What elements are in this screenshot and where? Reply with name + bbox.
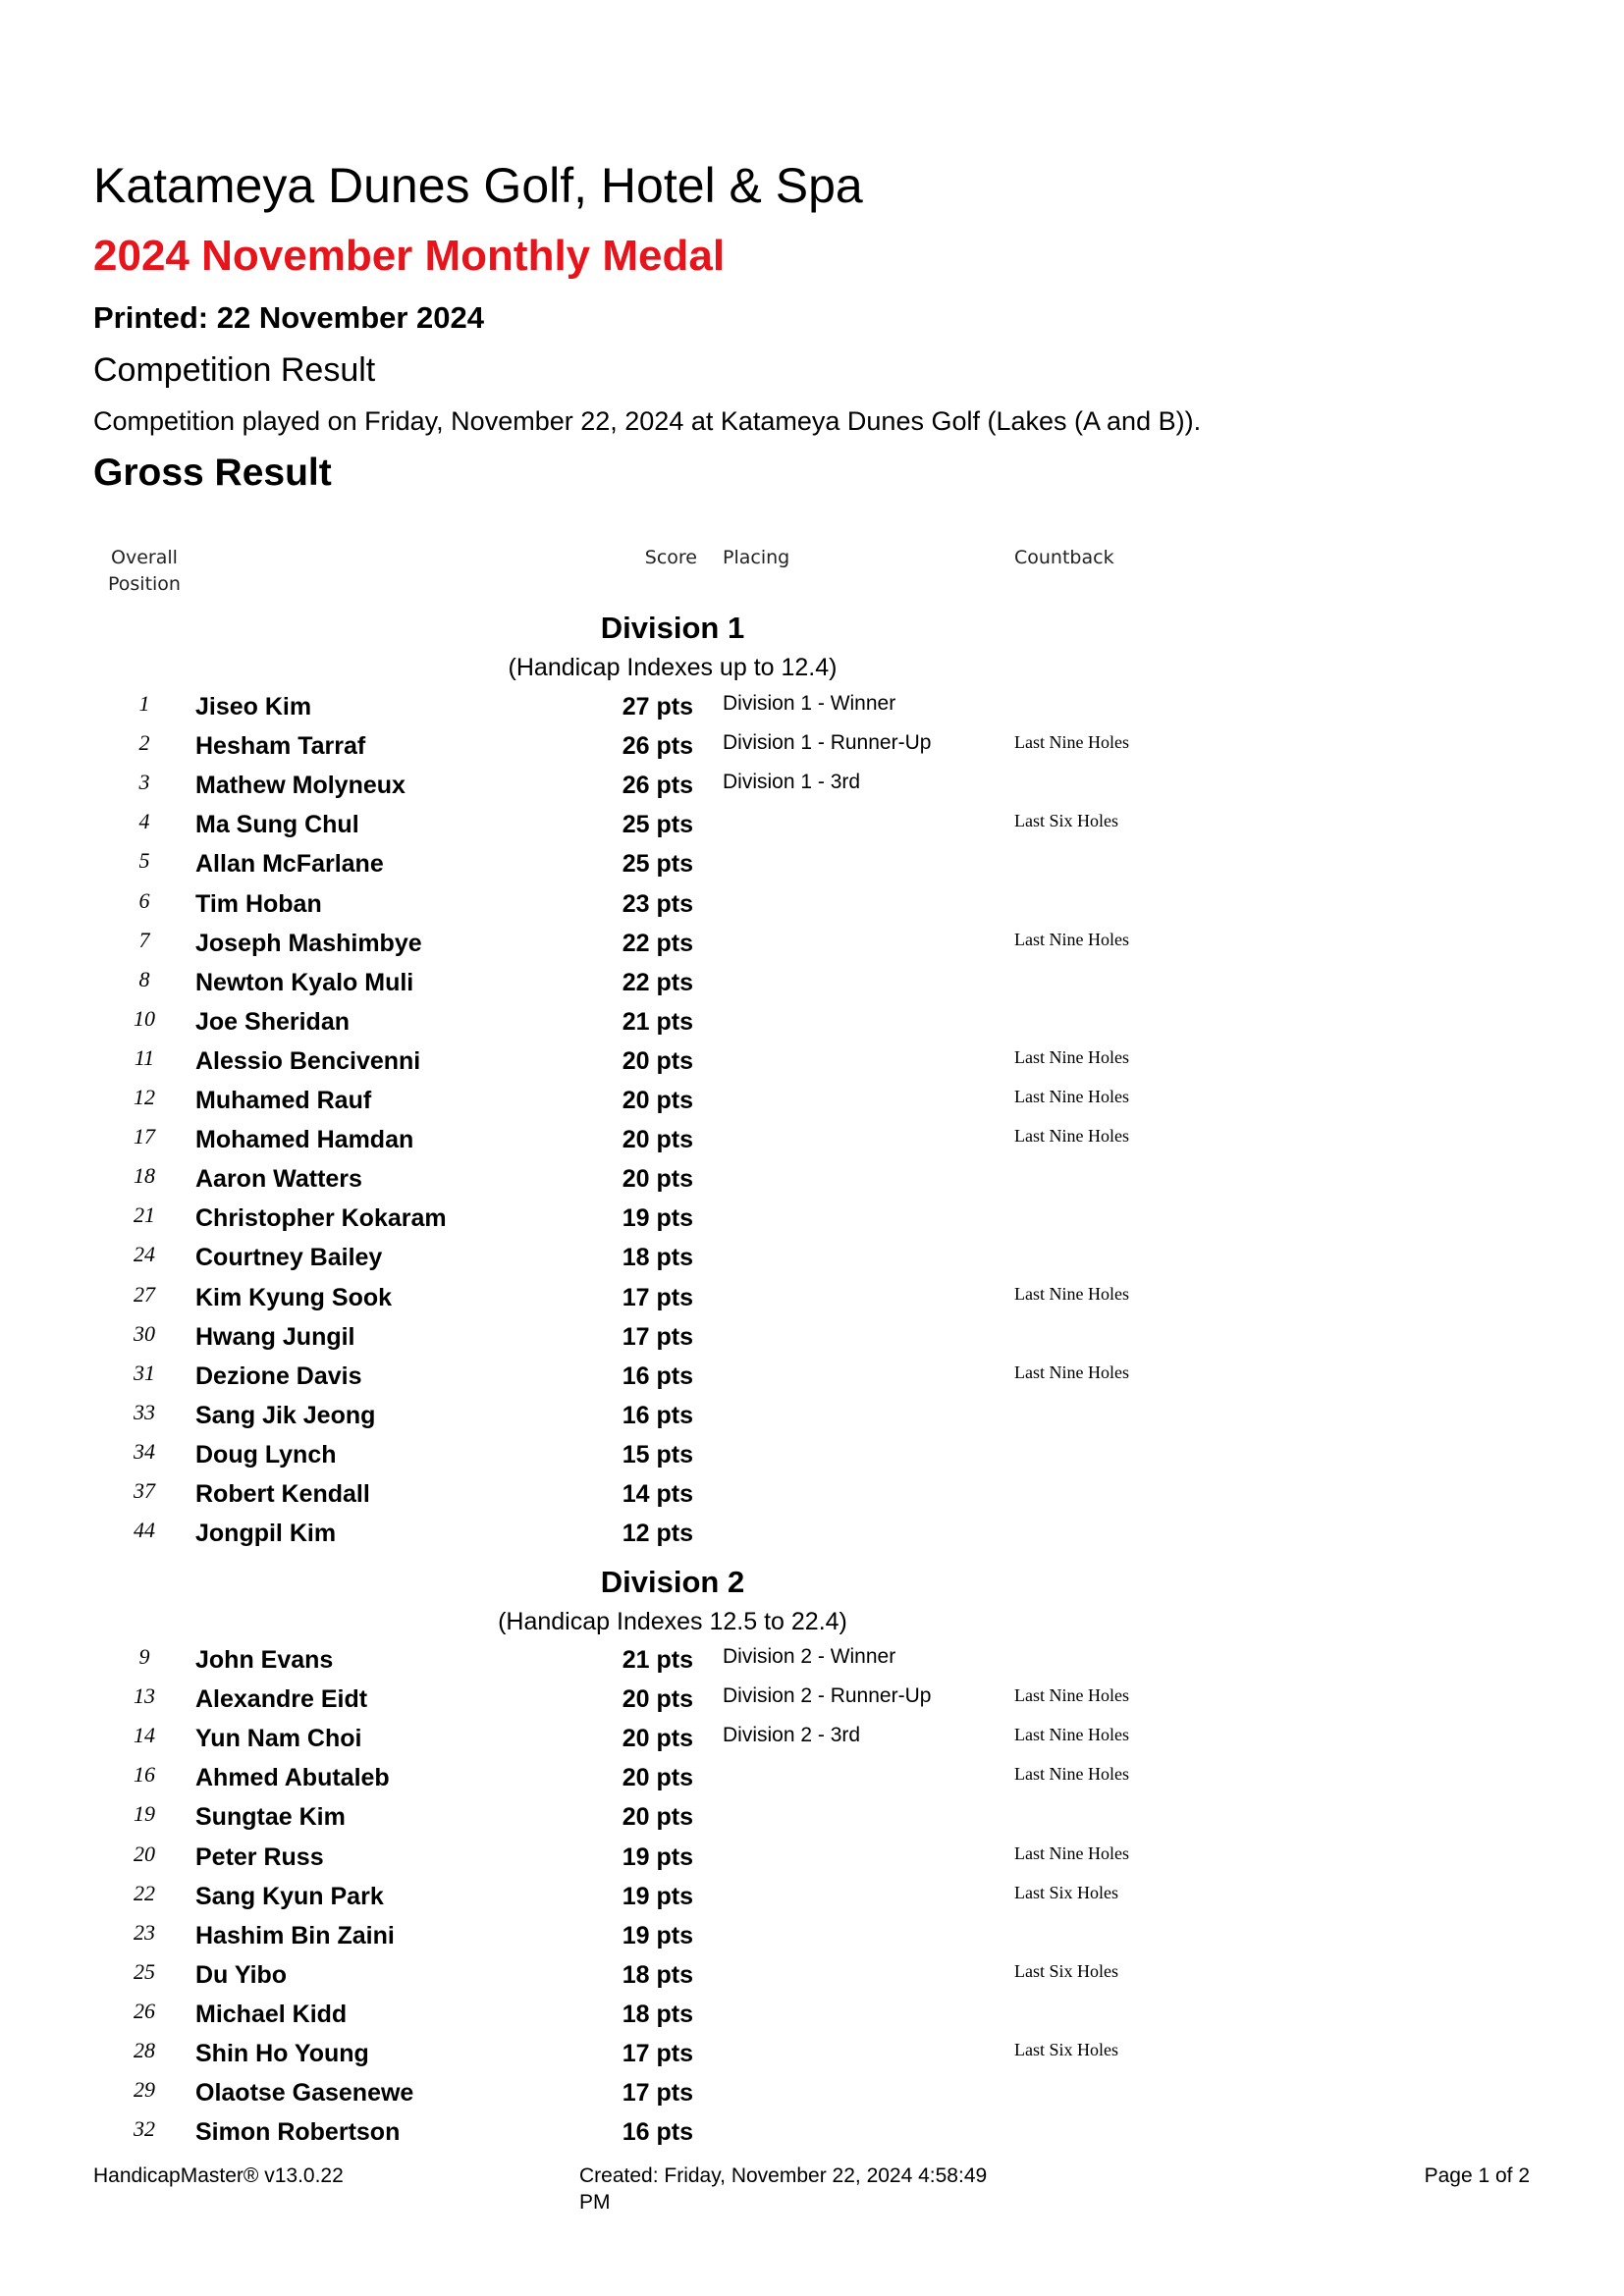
- score-cell: 22 pts: [622, 930, 693, 957]
- player-name: Simon Robertson: [195, 2118, 401, 2146]
- column-header-position-line2: Position: [108, 573, 181, 595]
- result-row: [0, 927, 1624, 966]
- player-name: Robert Kendall: [195, 1480, 370, 1508]
- result-row: [0, 1880, 1624, 1919]
- position-cell: 18: [134, 1163, 155, 1188]
- result-row: [0, 1241, 1624, 1280]
- placing-cell: Division 2 - Runner-Up: [723, 1684, 932, 1707]
- player-name: Yun Nam Choi: [195, 1725, 362, 1752]
- score-cell: 16 pts: [622, 2118, 693, 2146]
- result-row: [0, 2037, 1624, 2076]
- result-row: [0, 1800, 1624, 1840]
- position-cell: 44: [134, 1518, 155, 1542]
- position-cell: 23: [134, 1920, 155, 1945]
- player-name: Hashim Bin Zaini: [195, 1922, 395, 1949]
- countback-cell: Last Six Holes: [1014, 2040, 1118, 2059]
- score-cell: 18 pts: [622, 1961, 693, 1989]
- division-subtitle: (Handicap Indexes up to 12.4): [508, 654, 838, 681]
- printed-date: Printed: 22 November 2024: [93, 300, 485, 335]
- score-cell: 20 pts: [622, 1126, 693, 1153]
- position-cell: 9: [138, 1644, 150, 1669]
- countback-cell: Last Nine Holes: [1014, 1685, 1129, 1705]
- position-cell: 8: [138, 967, 150, 991]
- countback-cell: Last Nine Holes: [1014, 1047, 1129, 1067]
- position-cell: 17: [134, 1124, 155, 1148]
- player-name: Sang Jik Jeong: [195, 1402, 376, 1429]
- countback-cell: Last Nine Holes: [1014, 930, 1129, 949]
- position-cell: 29: [134, 2077, 155, 2102]
- countback-cell: Last Six Holes: [1014, 811, 1118, 830]
- result-row: [0, 2076, 1624, 2115]
- result-row: [0, 1360, 1624, 1399]
- result-row: [0, 1320, 1624, 1360]
- footer-page-number: Page 1 of 2: [1424, 2164, 1530, 2187]
- countback-cell: Last Six Holes: [1014, 1961, 1118, 1981]
- position-cell: 3: [138, 770, 150, 794]
- footer-software: HandicapMaster® v13.0.22: [93, 2164, 344, 2187]
- position-cell: 28: [134, 2038, 155, 2062]
- player-name: Olaotse Gasenewe: [195, 2079, 414, 2107]
- player-name: Tim Hoban: [195, 890, 322, 918]
- result-row: [0, 1841, 1624, 1880]
- score-cell: 14 pts: [622, 1480, 693, 1508]
- result-row: [0, 1919, 1624, 1958]
- position-cell: 5: [138, 848, 150, 873]
- player-name: Newton Kyalo Muli: [195, 969, 414, 996]
- result-row: [0, 729, 1624, 769]
- player-name: Jiseo Kim: [195, 693, 312, 721]
- position-cell: 1: [138, 691, 150, 716]
- position-cell: 19: [134, 1801, 155, 1826]
- score-cell: 23 pts: [622, 890, 693, 918]
- player-name: Hesham Tarraf: [195, 732, 366, 760]
- position-cell: 31: [134, 1361, 155, 1385]
- result-row: [0, 769, 1624, 808]
- player-name: Sang Kyun Park: [195, 1883, 384, 1910]
- position-cell: 24: [134, 1242, 155, 1266]
- player-name: Joe Sheridan: [195, 1008, 350, 1036]
- countback-cell: Last Six Holes: [1014, 1883, 1118, 1902]
- player-name: Christopher Kokaram: [195, 1204, 447, 1232]
- played-on-text: Competition played on Friday, November 22, 2024 at Katameya Dunes Golf (Lakes (A and B)).: [93, 406, 1202, 436]
- result-row: [0, 1998, 1624, 2037]
- position-cell: 6: [138, 888, 150, 913]
- result-row: [0, 2115, 1624, 2155]
- position-cell: 16: [134, 1762, 155, 1787]
- player-name: John Evans: [195, 1646, 334, 1674]
- result-row: [0, 1123, 1624, 1162]
- result-row: [0, 1044, 1624, 1084]
- result-row: [0, 1761, 1624, 1800]
- column-header-position-line1: Overall: [111, 547, 178, 568]
- player-name: Kim Kyung Sook: [195, 1284, 393, 1311]
- player-name: Jongpil Kim: [195, 1520, 337, 1547]
- player-name: Michael Kidd: [195, 2001, 348, 2028]
- player-name: Ahmed Abutaleb: [195, 1764, 390, 1791]
- placing-cell: Division 1 - 3rd: [723, 771, 861, 793]
- score-cell: 20 pts: [622, 1685, 693, 1713]
- column-header-position: [103, 545, 186, 598]
- result-heading: Competition Result: [93, 351, 376, 389]
- player-name: Sungtae Kim: [195, 1803, 346, 1831]
- score-cell: 19 pts: [622, 1922, 693, 1949]
- result-row: [0, 1201, 1624, 1241]
- score-cell: 20 pts: [622, 1725, 693, 1752]
- score-cell: 21 pts: [622, 1646, 693, 1674]
- score-cell: 19 pts: [622, 1883, 693, 1910]
- countback-cell: Last Nine Holes: [1014, 1087, 1129, 1106]
- score-cell: 17 pts: [622, 2079, 693, 2107]
- result-row: [0, 1281, 1624, 1320]
- player-name: Du Yibo: [195, 1961, 288, 1989]
- score-cell: 16 pts: [622, 1362, 693, 1390]
- player-name: Doug Lynch: [195, 1441, 337, 1468]
- result-row: [0, 1438, 1624, 1477]
- score-cell: 26 pts: [622, 732, 693, 760]
- club-name: Katameya Dunes Golf, Hotel & Spa: [93, 158, 863, 213]
- score-cell: 15 pts: [622, 1441, 693, 1468]
- division-title: Division 2: [600, 1565, 745, 1599]
- score-cell: 18 pts: [622, 1244, 693, 1271]
- player-name: Joseph Mashimbye: [195, 930, 422, 957]
- result-row: [0, 808, 1624, 847]
- player-name: Courtney Bailey: [195, 1244, 383, 1271]
- footer-created-line2: PM: [579, 2191, 611, 2214]
- position-cell: 25: [134, 1959, 155, 1984]
- result-row: [0, 1517, 1624, 1556]
- score-cell: 20 pts: [622, 1165, 693, 1193]
- position-cell: 22: [134, 1881, 155, 1905]
- score-cell: 20 pts: [622, 1764, 693, 1791]
- score-cell: 12 pts: [622, 1520, 693, 1547]
- footer-created: [579, 2163, 1041, 2216]
- player-name: Muhamed Rauf: [195, 1087, 372, 1114]
- score-cell: 27 pts: [622, 693, 693, 721]
- player-name: Aaron Watters: [195, 1165, 362, 1193]
- player-name: Ma Sung Chul: [195, 811, 359, 838]
- placing-cell: Division 2 - 3rd: [723, 1724, 861, 1746]
- score-cell: 20 pts: [622, 1803, 693, 1831]
- column-header-countback: Countback: [1014, 547, 1114, 568]
- position-cell: 10: [134, 1006, 155, 1031]
- score-cell: 26 pts: [622, 772, 693, 799]
- result-row: [0, 1643, 1624, 1682]
- player-name: Alessio Bencivenni: [195, 1047, 421, 1075]
- competition-title: 2024 November Monthly Medal: [93, 232, 726, 280]
- result-row: [0, 966, 1624, 1005]
- position-cell: 20: [134, 1842, 155, 1866]
- result-row: [0, 1958, 1624, 1998]
- result-row: [0, 887, 1624, 927]
- column-header-placing: Placing: [723, 547, 790, 568]
- player-name: Alexandre Eidt: [195, 1685, 368, 1713]
- score-cell: 20 pts: [622, 1087, 693, 1114]
- score-cell: 25 pts: [622, 850, 693, 878]
- countback-cell: Last Nine Holes: [1014, 732, 1129, 752]
- position-cell: 11: [134, 1045, 155, 1070]
- result-row: [0, 1682, 1624, 1722]
- position-cell: 2: [138, 730, 150, 755]
- placing-cell: Division 1 - Runner-Up: [723, 731, 932, 754]
- position-cell: 30: [134, 1321, 155, 1346]
- position-cell: 14: [134, 1723, 155, 1747]
- result-row: [0, 1005, 1624, 1044]
- player-name: Mathew Molyneux: [195, 772, 406, 799]
- countback-cell: Last Nine Holes: [1014, 1725, 1129, 1744]
- score-cell: 17 pts: [622, 1284, 693, 1311]
- player-name: Peter Russ: [195, 1843, 324, 1871]
- result-row: [0, 1722, 1624, 1761]
- position-cell: 21: [134, 1202, 155, 1227]
- position-cell: 7: [138, 928, 150, 952]
- placing-cell: Division 1 - Winner: [723, 692, 896, 715]
- position-cell: 32: [134, 2116, 155, 2141]
- score-cell: 17 pts: [622, 2040, 693, 2067]
- score-cell: 16 pts: [622, 1402, 693, 1429]
- division-subtitle: (Handicap Indexes 12.5 to 22.4): [498, 1608, 847, 1635]
- position-cell: 4: [138, 809, 150, 833]
- countback-cell: Last Nine Holes: [1014, 1126, 1129, 1146]
- score-cell: 19 pts: [622, 1204, 693, 1232]
- score-cell: 18 pts: [622, 2001, 693, 2028]
- footer-created-line1: Created: Friday, November 22, 2024 4:58:49: [579, 2164, 988, 2187]
- position-cell: 26: [134, 1999, 155, 2023]
- result-row: [0, 690, 1624, 729]
- position-cell: 13: [134, 1683, 155, 1708]
- division-title: Division 1: [600, 611, 745, 645]
- countback-cell: Last Nine Holes: [1014, 1284, 1129, 1304]
- score-cell: 20 pts: [622, 1047, 693, 1075]
- score-cell: 22 pts: [622, 969, 693, 996]
- position-cell: 27: [134, 1282, 155, 1307]
- column-header-score: Score: [644, 547, 697, 568]
- position-cell: 37: [134, 1478, 155, 1503]
- player-name: Mohamed Hamdan: [195, 1126, 414, 1153]
- score-cell: 17 pts: [622, 1323, 693, 1351]
- result-row: [0, 1399, 1624, 1438]
- position-cell: 33: [134, 1400, 155, 1424]
- section-title: Gross Result: [93, 452, 332, 494]
- countback-cell: Last Nine Holes: [1014, 1362, 1129, 1382]
- countback-cell: Last Nine Holes: [1014, 1843, 1129, 1863]
- player-name: Shin Ho Young: [195, 2040, 369, 2067]
- countback-cell: Last Nine Holes: [1014, 1764, 1129, 1784]
- result-row: [0, 1477, 1624, 1517]
- player-name: Dezione Davis: [195, 1362, 362, 1390]
- placing-cell: Division 2 - Winner: [723, 1645, 896, 1668]
- score-cell: 19 pts: [622, 1843, 693, 1871]
- result-row: [0, 1162, 1624, 1201]
- score-cell: 25 pts: [622, 811, 693, 838]
- result-row: [0, 1084, 1624, 1123]
- result-row: [0, 847, 1624, 886]
- position-cell: 34: [134, 1439, 155, 1464]
- position-cell: 12: [134, 1085, 155, 1109]
- player-name: Allan McFarlane: [195, 850, 384, 878]
- score-cell: 21 pts: [622, 1008, 693, 1036]
- player-name: Hwang Jungil: [195, 1323, 355, 1351]
